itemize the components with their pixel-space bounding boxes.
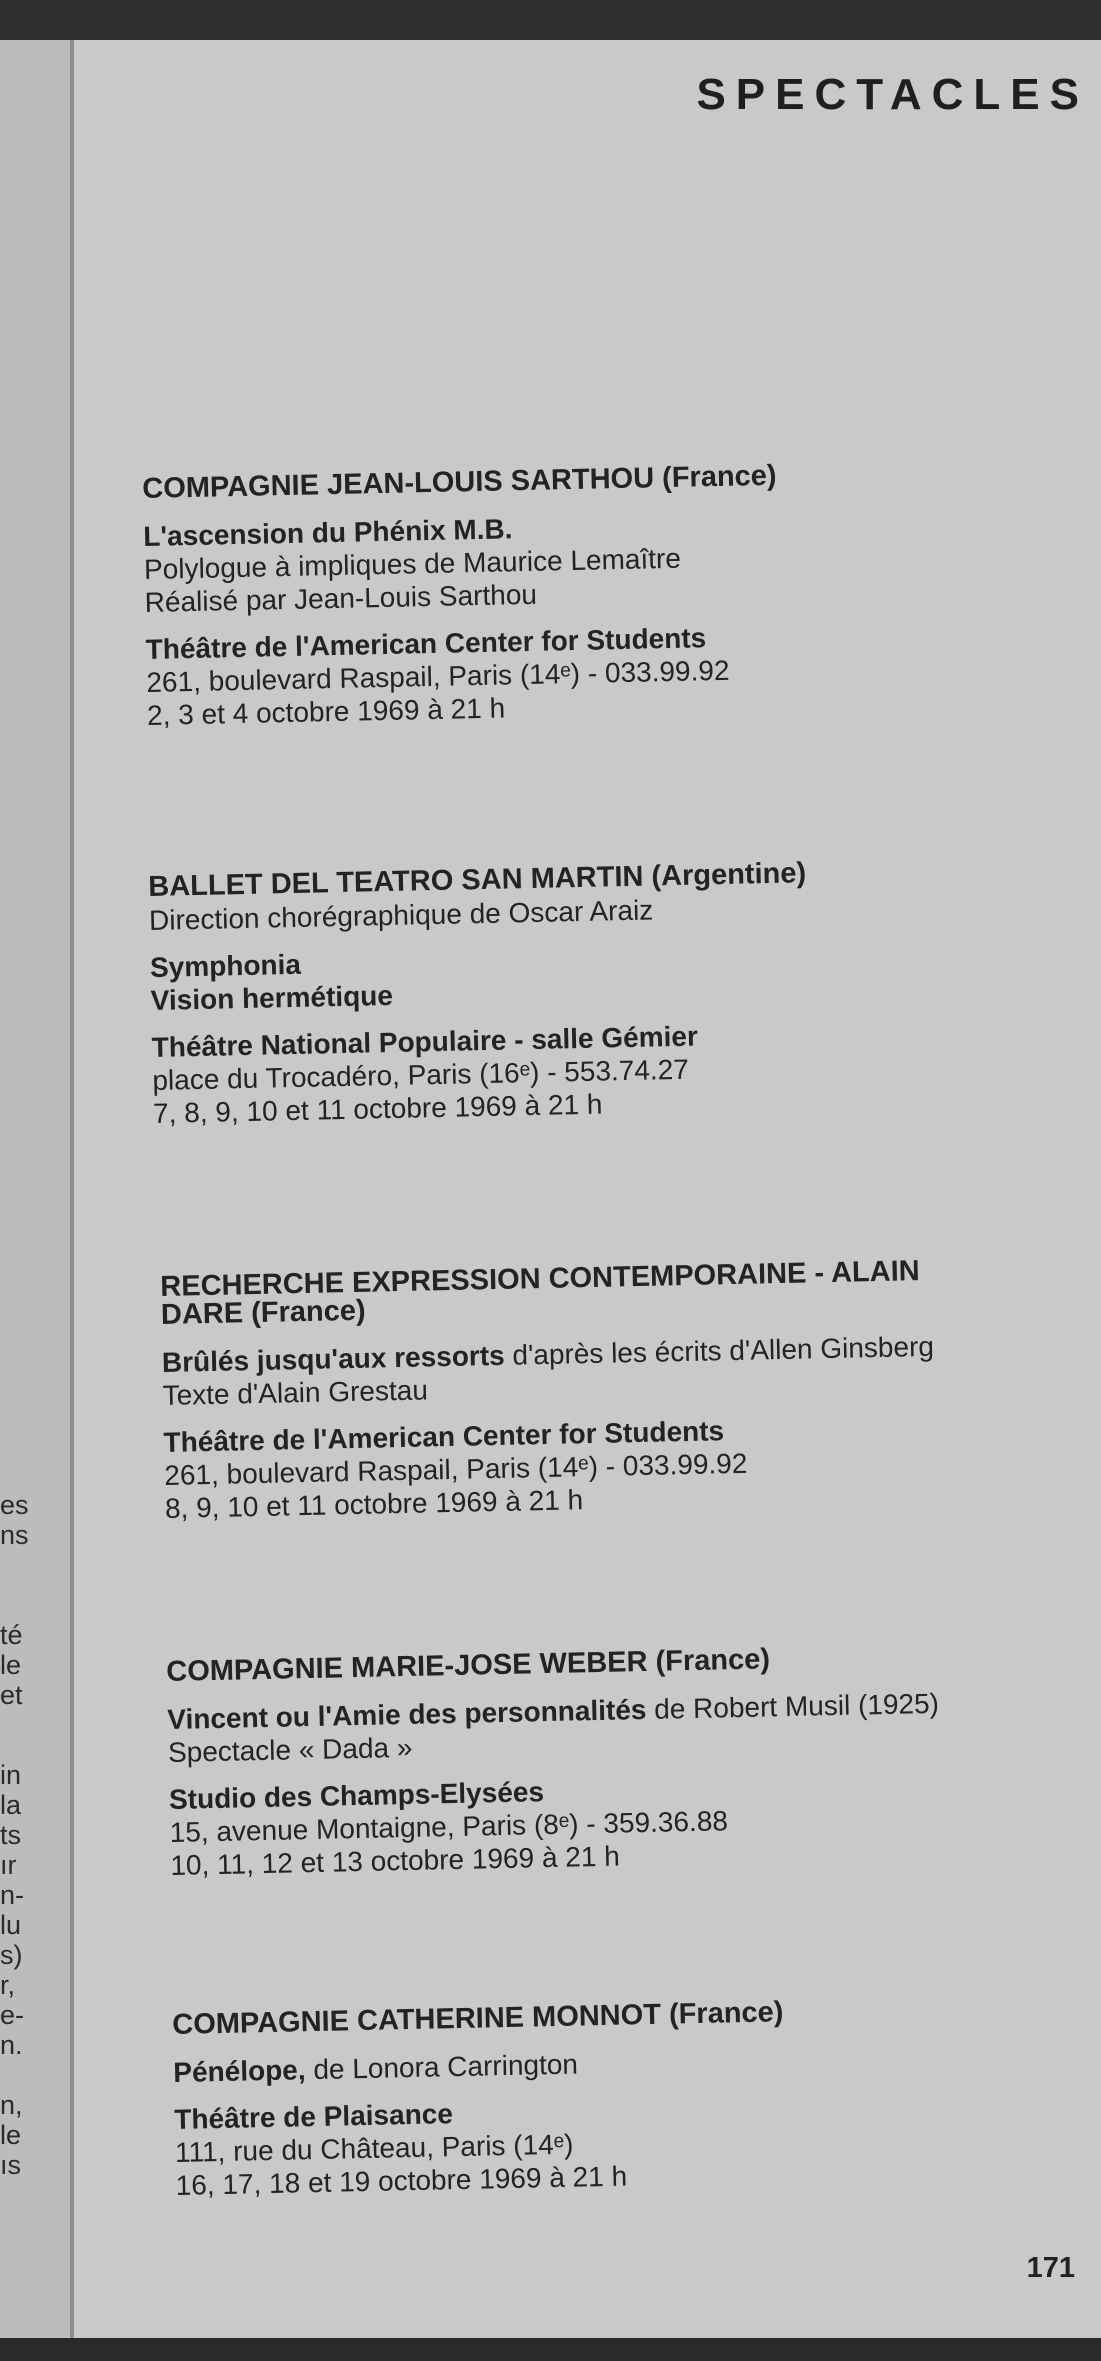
facing-page-fragment: ns <box>0 1520 29 1550</box>
company-name: BALLET DEL TEATRO SAN MARTIN (Argentine) <box>148 857 807 903</box>
work-title: Brûlés jusqu'aux ressorts <box>161 1339 505 1378</box>
venue-address: 15, avenue Montaigne, Paris (8ᵉ) - 359.36.88 <box>169 1805 729 1848</box>
facing-page-fragment: r, <box>0 1970 16 2000</box>
company-name: COMPAGNIE CATHERINE MONNOT (France) <box>172 1996 784 2041</box>
facing-page-fragment: es <box>0 1490 29 1520</box>
work-title: L'ascension du Phénix M.B. <box>143 513 513 552</box>
performance-dates: 16, 17, 18 et 19 octobre 1969 à 21 h <box>175 2160 628 2201</box>
performance-dates: 10, 11, 12 et 13 octobre 1969 à 21 h <box>170 1840 621 1881</box>
company-name: COMPAGNIE JEAN-LOUIS SARTHOU (France) <box>142 459 777 505</box>
facing-page-edge <box>0 40 74 2338</box>
facing-page-fragment: n, <box>0 2090 23 2120</box>
page-title: SPECTACLES <box>696 70 1089 119</box>
work-author: de Lonora Carrington <box>305 2048 579 2086</box>
work-author: de Robert Musil (1925) <box>646 1687 940 1725</box>
facing-page-fragment: in <box>0 1760 22 1790</box>
company-name: COMPAGNIE MARIE-JOSE WEBER (France) <box>166 1643 771 1688</box>
program-entry <box>172 1989 1096 2202</box>
facing-page-fragment: té <box>0 1620 23 1650</box>
facing-page-fragment: ts <box>0 1820 22 1850</box>
page-number: 171 <box>1026 2252 1075 2284</box>
work-detail: Polylogue à impliques de Maurice Lemaître <box>143 542 682 585</box>
program-page <box>74 40 1101 2338</box>
venue-name: Théâtre National Populaire - salle Gémier <box>151 1020 699 1063</box>
work-title: Symphonia <box>149 948 302 983</box>
work-title: Vision hermétique <box>150 979 394 1016</box>
facing-page-fragment: ıs <box>0 2150 22 2180</box>
text-credit: Texte d'Alain Grestau <box>162 1374 429 1411</box>
performance-dates: 2, 3 et 4 octobre 1969 à 21 h <box>146 692 506 731</box>
facing-page-fragment: e- <box>0 2000 25 2030</box>
venue-address: place du Trocadéro, Paris (16ᵉ) - 553.74.27 <box>152 1053 690 1096</box>
facing-page-fragment: la <box>0 1790 22 1820</box>
scan-bottom-border <box>0 2338 1101 2361</box>
program-entry <box>148 851 1073 1130</box>
work-note: Spectacle « Dada » <box>167 1731 413 1768</box>
venue-name: Studio des Champs-Elysées <box>168 1776 545 1815</box>
facing-page-fragment: ır <box>0 1850 17 1880</box>
facing-page-fragment: s) <box>0 1940 23 1970</box>
direction-credit: Direction chorégraphique de Oscar Araiz <box>148 894 654 936</box>
scan-top-border <box>0 0 1101 40</box>
work-detail: Réalisé par Jean-Louis Sarthou <box>144 578 538 618</box>
venue-address: 111, rue du Château, Paris (14ᵉ) <box>174 2128 574 2168</box>
work-author: d'après les écrits d'Allen Ginsberg <box>504 1330 935 1371</box>
venue-name: Théâtre de l'American Center for Students <box>145 622 707 665</box>
facing-page-fragment: le <box>0 1650 22 1680</box>
work-title: Vincent ou l'Amie des personnalités <box>167 1693 647 1735</box>
venue-name: Théâtre de Plaisance <box>174 2098 454 2135</box>
performance-dates: 7, 8, 9, 10 et 11 octobre 1969 à 21 h <box>152 1088 603 1129</box>
facing-page-fragment: et <box>0 1680 23 1710</box>
facing-page-fragment: n. <box>0 2030 23 2060</box>
venue-name: Théâtre de l'American Center for Students <box>163 1415 725 1458</box>
company-name-continued: DARE (France) <box>160 1294 366 1331</box>
work-title: Pénélope, <box>173 2054 306 2088</box>
venue-address: 261, boulevard Raspail, Paris (14ᵉ) - 033.99.92 <box>163 1447 748 1491</box>
program-entry <box>142 453 1067 732</box>
facing-page-fragment: lu <box>0 1910 22 1940</box>
facing-page-fragment: n- <box>0 1880 25 1910</box>
facing-page-fragment: le <box>0 2120 22 2150</box>
venue-address: 261, boulevard Raspail, Paris (14ᵉ) - 033.99.92 <box>146 654 730 698</box>
performance-dates: 8, 9, 10 et 11 octobre 1969 à 21 h <box>164 1484 584 1524</box>
program-entry <box>166 1636 1091 1882</box>
program-entry <box>160 1251 1085 1525</box>
company-name: RECHERCHE EXPRESSION CONTEMPORAINE - ALAIN <box>160 1255 920 1303</box>
